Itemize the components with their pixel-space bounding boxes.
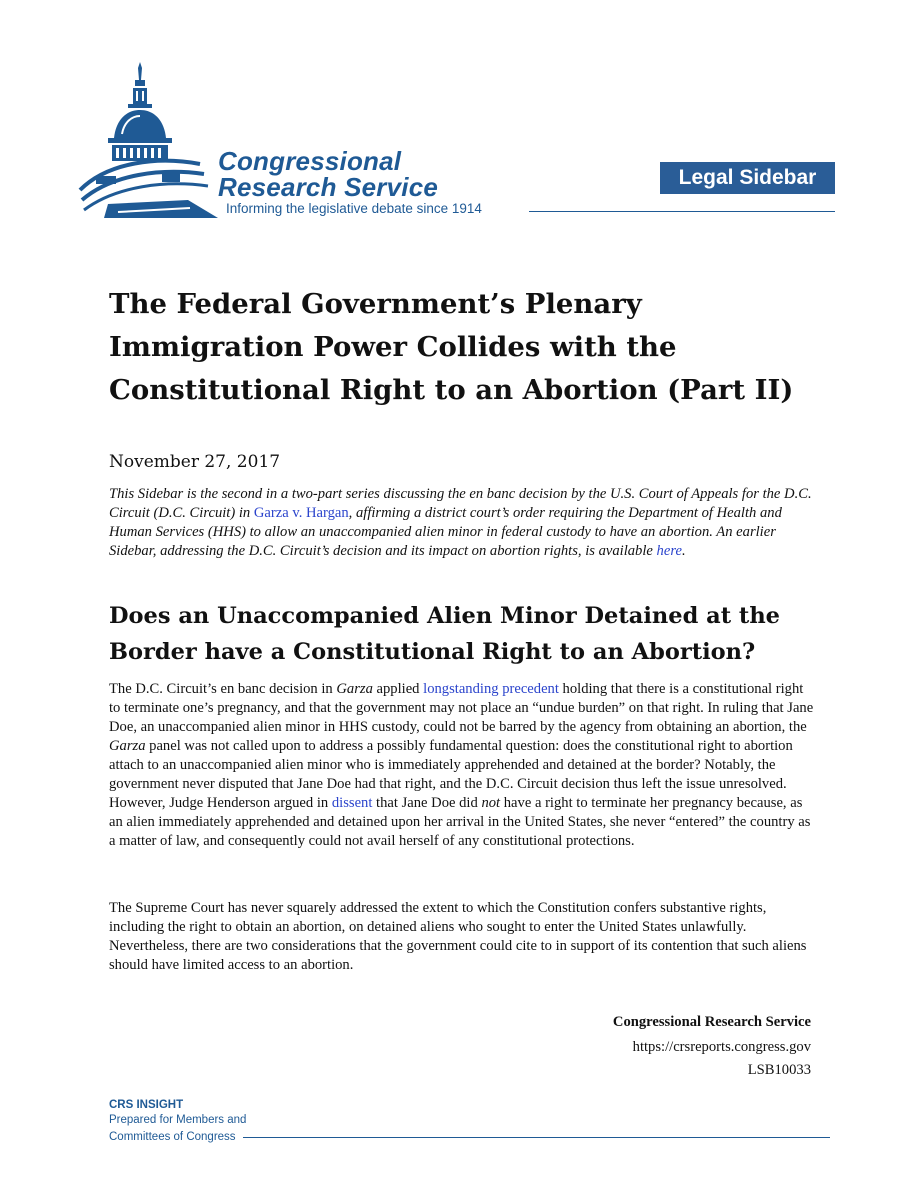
body-text: panel was not called upon to address a possibly fundamental question: does the constitutional right to abortion attach to an unaccompanied alien minor who is immediately apprehended and detained at the border? Notably, the government never disputed that Jane Doe had that right, and the D.C. Circuit decision thus left the issue unresolved. However, Judge Henderson argued in [109,738,793,811]
section-heading [109,598,829,670]
insight-subtitle-line2: Committees of Congress [109,1131,236,1143]
body-text: The D.C. Circuit’s en banc decision in [109,681,337,697]
case-name: Garza [336,681,373,697]
header-divider [529,211,835,212]
title-line-2: Immigration Power Collides with the [109,331,677,363]
crs-insight-label: CRS INSIGHT [109,1099,184,1111]
body-text: holding that there is a constitutional right to terminate one’s pregnancy, and that the government may not place an “undue burden” on that right. In ruling that Jane Doe, an unaccompanied alien minor in HHS custody, could not be barred by the agency from obtaining an abortion, the [109,681,814,735]
body-paragraph-2: The Supreme Court has never squarely addressed the extent to which the Constitution confers substantive rights, including the right to obtain an abortion, on detained aliens who sought to enter the United States unlawfully. Nevertheless, there are two considerations that the government could cite to in support of its contention that such aliens should have limited access to an abortion. [109,900,807,973]
intro-text: . [681,543,686,559]
footer-divider [243,1137,830,1138]
intro-paragraph [109,485,814,561]
org-name-line1: Congressional [218,146,402,176]
intro-text: This Sidebar is the second in a two-part series discussing the en banc decision by the U.S. Court of Appeals for the D.C. Circuit (D.C. Circuit) in [109,486,812,521]
heading-line-1: Does an Unaccompanied Alien Minor Detained at the [109,603,781,629]
body-text: that Jane Doe did [372,795,482,811]
footer-url: https://crsreports.congress.gov [632,1039,811,1055]
footer-org-name: Congressional Research Service [612,1014,811,1030]
legal-sidebar-badge: Legal Sidebar [660,162,835,194]
insight-subtitle-line1: Prepared for Members and [109,1114,247,1126]
document-date: November 27, 2017 [109,452,281,472]
org-name-line2: Research Service [218,172,439,202]
here-link[interactable]: here [656,543,682,559]
title-line-1: The Federal Government’s Plenary [109,288,642,320]
heading-line-2: Border have a Constitutional Right to an Abortion? [109,639,756,665]
dissent-link[interactable]: dissent [331,795,373,811]
emphasis-text: not [481,795,501,811]
body-text: applied [372,681,424,697]
title-line-3: Constitutional Right to an Abortion (Part II) [109,374,794,406]
org-tagline: Informing the legislative debate since 1914 [226,201,482,216]
intro-text: , affirming a district court’s order requiring the Department of Health and Human Services (HHS) to allow an unaccompanied alien minor in federal custody to have an abortion. An earlier Sidebar, addressing the D.C. Circuit’s decision and its impact on abortion rights, is available [109,505,782,559]
case-name: Garza [109,738,146,754]
precedent-link[interactable]: longstanding precedent [423,681,559,697]
body-text: have a right to terminate her pregnancy because, as an alien immediately apprehended and detained upon her arrival in the United States, she never “entered” the country as a matter of law, and consequently could not avail herself of any constitutional protections. [109,795,811,849]
document-title [109,283,829,412]
body-paragraph-1 [109,680,814,851]
footer-document-id: LSB10033 [747,1062,811,1078]
capitol-dome-icon [78,60,218,220]
garza-link[interactable]: Garza v. Hargan [253,505,349,521]
